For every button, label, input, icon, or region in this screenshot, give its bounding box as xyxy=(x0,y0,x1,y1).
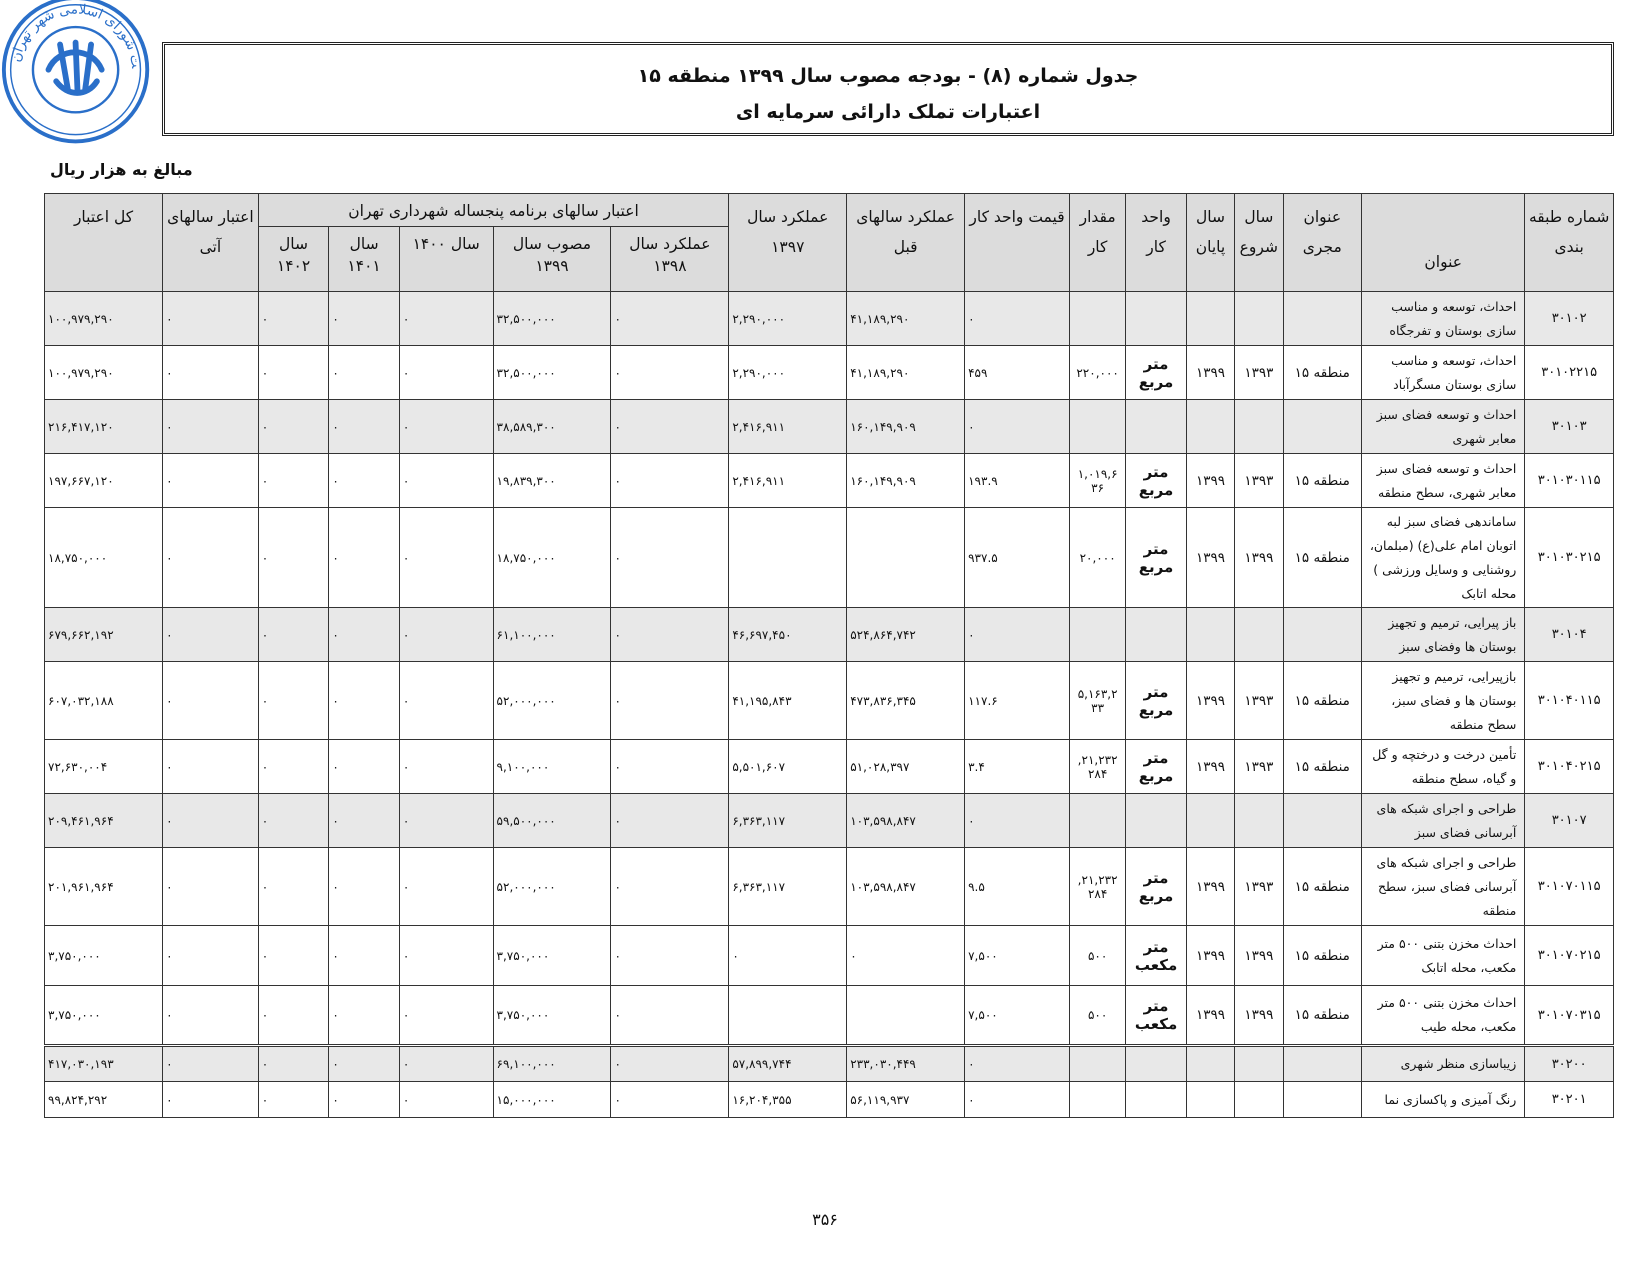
year-1400-cell: ۰ xyxy=(399,740,493,794)
agency-cell xyxy=(1283,1046,1362,1082)
performance-1397-cell xyxy=(729,508,847,608)
future-years-cell: ۰ xyxy=(163,608,259,662)
title-cell: طراحی و اجرای شبکه های آبرسانی فضای سبز xyxy=(1362,794,1525,848)
performance-1397-cell: ۲,۲۹۰,۰۰۰ xyxy=(729,292,847,346)
start-year-cell xyxy=(1235,1082,1283,1118)
work-unit-cell: متر مربع xyxy=(1126,508,1186,608)
future-years-cell: ۰ xyxy=(163,740,259,794)
work-unit-cell: متر مربع xyxy=(1126,740,1186,794)
agency-cell: منطقه ۱۵ xyxy=(1283,926,1362,986)
year-1401-cell: ۰ xyxy=(329,1046,400,1082)
performance-1398-cell: ۰ xyxy=(611,400,729,454)
table-row xyxy=(45,794,1614,848)
work-quantity-cell: ۵۰۰ xyxy=(1069,986,1125,1046)
year-1402-cell: ۰ xyxy=(258,608,329,662)
start-year-cell xyxy=(1235,1046,1283,1082)
table-row xyxy=(45,662,1614,740)
work-quantity-cell: ۲۱,۲۳۲, ۲۸۴ xyxy=(1069,848,1125,926)
future-years-cell: ۰ xyxy=(163,848,259,926)
year-1402-cell: ۰ xyxy=(258,1046,329,1082)
year-1401-cell: ۰ xyxy=(329,508,400,608)
future-years-cell: ۰ xyxy=(163,662,259,740)
agency-cell xyxy=(1283,608,1362,662)
unit-price-cell: ۹۳۷.۵ xyxy=(965,508,1070,608)
start-year-cell: ۱۳۹۳ xyxy=(1235,346,1283,400)
work-quantity-cell xyxy=(1069,608,1125,662)
col-header-year-1400: سال ۱۴۰۰ xyxy=(399,227,493,292)
work-unit-cell xyxy=(1126,1082,1186,1118)
performance-1397-cell: ۲,۲۹۰,۰۰۰ xyxy=(729,346,847,400)
year-1401-cell: ۰ xyxy=(329,986,400,1046)
code-cell: ۳۰۱۰۲۲۱۵ xyxy=(1525,346,1614,400)
year-1400-cell: ۰ xyxy=(399,986,493,1046)
prior-performance-cell: ۱۰۳,۵۹۸,۸۴۷ xyxy=(847,794,965,848)
total-cell: ۶۷۹,۶۶۲,۱۹۲ xyxy=(45,608,163,662)
col-header-year-1402: سال ۱۴۰۲ xyxy=(258,227,329,292)
performance-1397-cell: ۲,۴۱۶,۹۱۱ xyxy=(729,454,847,508)
table-row xyxy=(45,926,1614,986)
performance-1398-cell: ۰ xyxy=(611,1082,729,1118)
table-row xyxy=(45,346,1614,400)
title-cell: احداث و توسعه فضای سبز معابر شهری xyxy=(1362,400,1525,454)
year-1400-cell: ۰ xyxy=(399,508,493,608)
work-quantity-cell: ۲۱,۲۳۲, ۲۸۴ xyxy=(1069,740,1125,794)
performance-1397-cell: ۴۶,۶۹۷,۴۵۰ xyxy=(729,608,847,662)
prior-performance-cell: ۰ xyxy=(847,926,965,986)
end-year-cell xyxy=(1186,400,1234,454)
future-years-cell: ۰ xyxy=(163,1046,259,1082)
end-year-cell xyxy=(1186,292,1234,346)
title-cell: احداث، توسعه و مناسب سازی بوستان مسگرآباد xyxy=(1362,346,1525,400)
prior-performance-cell xyxy=(847,986,965,1046)
unit-price-cell: ۱۱۷.۶ xyxy=(965,662,1070,740)
title-cell: باز پیرایی، ترمیم و تجهیز بوستان ها وفضای سبز xyxy=(1362,608,1525,662)
performance-1397-cell xyxy=(729,986,847,1046)
year-1401-cell: ۰ xyxy=(329,740,400,794)
end-year-cell: ۱۳۹۹ xyxy=(1186,662,1234,740)
end-year-cell: ۱۳۹۹ xyxy=(1186,848,1234,926)
prior-performance-cell: ۱۰۳,۵۹۸,۸۴۷ xyxy=(847,848,965,926)
work-unit-cell: متر مربع xyxy=(1126,662,1186,740)
year-1402-cell: ۰ xyxy=(258,400,329,454)
approved-1399-cell: ۶۹,۱۰۰,۰۰۰ xyxy=(493,1046,611,1082)
approved-1399-cell: ۶۱,۱۰۰,۰۰۰ xyxy=(493,608,611,662)
performance-1398-cell: ۰ xyxy=(611,1046,729,1082)
approved-1399-cell: ۱۵,۰۰۰,۰۰۰ xyxy=(493,1082,611,1118)
table-header-row xyxy=(45,194,1614,227)
approved-1399-cell: ۹,۱۰۰,۰۰۰ xyxy=(493,740,611,794)
code-cell: ۳۰۱۰۲ xyxy=(1525,292,1614,346)
approved-1399-cell: ۵۹,۵۰۰,۰۰۰ xyxy=(493,794,611,848)
work-quantity-cell xyxy=(1069,1046,1125,1082)
table-row xyxy=(45,1082,1614,1118)
prior-performance-cell: ۱۶۰,۱۴۹,۹۰۹ xyxy=(847,454,965,508)
start-year-cell: ۱۳۹۹ xyxy=(1235,926,1283,986)
future-years-cell: ۰ xyxy=(163,794,259,848)
future-years-cell: ۰ xyxy=(163,400,259,454)
prior-performance-cell: ۱۶۰,۱۴۹,۹۰۹ xyxy=(847,400,965,454)
approved-1399-cell: ۳,۷۵۰,۰۰۰ xyxy=(493,926,611,986)
table-row xyxy=(45,608,1614,662)
work-unit-cell: متر مربع xyxy=(1126,346,1186,400)
code-cell: ۳۰۱۰۷ xyxy=(1525,794,1614,848)
col-header-program-group: اعتبار سالهای برنامه پنجساله شهرداری تهران xyxy=(258,194,729,227)
table-row xyxy=(45,848,1614,926)
col-header-prior-performance: عملکرد سالهای قبل xyxy=(847,194,965,292)
prior-performance-cell: ۴۱,۱۸۹,۲۹۰ xyxy=(847,292,965,346)
agency-cell: منطقه ۱۵ xyxy=(1283,986,1362,1046)
performance-1397-cell: ۲,۴۱۶,۹۱۱ xyxy=(729,400,847,454)
table-row xyxy=(45,1046,1614,1082)
col-header-approved-1399: مصوب سال ۱۳۹۹ xyxy=(493,227,611,292)
col-header-agency: عنوان مجری xyxy=(1283,194,1362,292)
approved-1399-cell: ۱۹,۸۳۹,۳۰۰ xyxy=(493,454,611,508)
future-years-cell: ۰ xyxy=(163,508,259,608)
title-cell: احداث، توسعه و مناسب سازی بوستان و تفرجگاه xyxy=(1362,292,1525,346)
agency-cell xyxy=(1283,292,1362,346)
currency-unit-label: مبالغ به هزار ریال xyxy=(50,160,193,179)
total-cell: ۶۰۷,۰۳۲,۱۸۸ xyxy=(45,662,163,740)
year-1401-cell: ۰ xyxy=(329,794,400,848)
start-year-cell xyxy=(1235,292,1283,346)
total-cell: ۲۱۶,۴۱۷,۱۲۰ xyxy=(45,400,163,454)
work-unit-cell xyxy=(1126,292,1186,346)
title-cell: ساماندهی فضای سبز لبه اتوبان امام علی(ع) (مبلمان، روشنایی و وسایل ورزشی ) محله اتابک xyxy=(1362,508,1525,608)
council-seal-logo xyxy=(0,0,155,163)
year-1402-cell: ۰ xyxy=(258,508,329,608)
performance-1397-cell: ۵۷,۸۹۹,۷۴۴ xyxy=(729,1046,847,1082)
work-quantity-cell: ۲۰,۰۰۰ xyxy=(1069,508,1125,608)
agency-cell xyxy=(1283,400,1362,454)
year-1402-cell: ۰ xyxy=(258,794,329,848)
unit-price-cell: ۹.۵ xyxy=(965,848,1070,926)
year-1400-cell: ۰ xyxy=(399,848,493,926)
title-cell: بازپیرایی، ترمیم و تجهیز بوستان ها و فضای سبز، سطح منطقه xyxy=(1362,662,1525,740)
title-cell: احداث و توسعه فضای سبز معابر شهری، سطح منطقه xyxy=(1362,454,1525,508)
col-header-end-year: سال پایان xyxy=(1186,194,1234,292)
agency-cell xyxy=(1283,1082,1362,1118)
total-cell: ۱۹۷,۶۶۷,۱۲۰ xyxy=(45,454,163,508)
unit-price-cell: ۰ xyxy=(965,292,1070,346)
approved-1399-cell: ۳,۷۵۰,۰۰۰ xyxy=(493,986,611,1046)
prior-performance-cell: ۵۶,۱۱۹,۹۳۷ xyxy=(847,1082,965,1118)
end-year-cell xyxy=(1186,1082,1234,1118)
start-year-cell: ۱۳۹۳ xyxy=(1235,454,1283,508)
title-cell: زیباسازی منظر شهری xyxy=(1362,1046,1525,1082)
year-1402-cell: ۰ xyxy=(258,454,329,508)
code-cell: ۳۰۱۰۴۰۱۱۵ xyxy=(1525,662,1614,740)
prior-performance-cell: ۴۷۳,۸۳۶,۳۴۵ xyxy=(847,662,965,740)
performance-1397-cell: ۶,۳۶۳,۱۱۷ xyxy=(729,848,847,926)
work-quantity-cell: ۵,۱۶۳,۲ ۳۳ xyxy=(1069,662,1125,740)
total-cell: ۱۰۰,۹۷۹,۲۹۰ xyxy=(45,346,163,400)
budget-table xyxy=(44,193,1614,1118)
total-cell: ۳,۷۵۰,۰۰۰ xyxy=(45,926,163,986)
code-cell: ۳۰۱۰۴ xyxy=(1525,608,1614,662)
work-quantity-cell xyxy=(1069,1082,1125,1118)
unit-price-cell: ۰ xyxy=(965,794,1070,848)
performance-1397-cell: ۱۶,۲۰۴,۳۵۵ xyxy=(729,1082,847,1118)
prior-performance-cell xyxy=(847,508,965,608)
table-row xyxy=(45,292,1614,346)
code-cell: ۳۰۲۰۰ xyxy=(1525,1046,1614,1082)
code-cell: ۳۰۲۰۱ xyxy=(1525,1082,1614,1118)
table-row xyxy=(45,508,1614,608)
unit-price-cell: ۰ xyxy=(965,1046,1070,1082)
unit-price-cell: ۰ xyxy=(965,400,1070,454)
year-1400-cell: ۰ xyxy=(399,292,493,346)
table-row xyxy=(45,454,1614,508)
work-unit-cell xyxy=(1126,1046,1186,1082)
code-cell: ۳۰۱۰۳۰۲۱۵ xyxy=(1525,508,1614,608)
work-unit-cell xyxy=(1126,608,1186,662)
title-cell: تأمین درخت و درختچه و گل و گیاه، سطح منطقه xyxy=(1362,740,1525,794)
year-1401-cell: ۰ xyxy=(329,608,400,662)
prior-performance-cell: ۵۲۴,۸۶۴,۷۴۲ xyxy=(847,608,965,662)
agency-cell: منطقه ۱۵ xyxy=(1283,508,1362,608)
unit-price-cell: ۷,۵۰۰ xyxy=(965,926,1070,986)
start-year-cell: ۱۳۹۳ xyxy=(1235,740,1283,794)
year-1402-cell: ۰ xyxy=(258,346,329,400)
year-1402-cell: ۰ xyxy=(258,1082,329,1118)
start-year-cell xyxy=(1235,608,1283,662)
year-1402-cell: ۰ xyxy=(258,662,329,740)
total-cell: ۱۸,۷۵۰,۰۰۰ xyxy=(45,508,163,608)
col-header-year-1401: سال ۱۴۰۱ xyxy=(329,227,400,292)
end-year-cell xyxy=(1186,794,1234,848)
page-title: جدول شماره (۸) - بودجه مصوب سال ۱۳۹۹ منطقه ۱۵ xyxy=(637,65,1139,87)
start-year-cell: ۱۳۹۹ xyxy=(1235,986,1283,1046)
work-quantity-cell: ۱,۰۱۹,۶ ۳۶ xyxy=(1069,454,1125,508)
code-cell: ۳۰۱۰۷۰۲۱۵ xyxy=(1525,926,1614,986)
code-cell: ۳۰۱۰۳ xyxy=(1525,400,1614,454)
start-year-cell: ۱۳۹۹ xyxy=(1235,508,1283,608)
year-1400-cell: ۰ xyxy=(399,454,493,508)
end-year-cell: ۱۳۹۹ xyxy=(1186,986,1234,1046)
code-cell: ۳۰۱۰۳۰۱۱۵ xyxy=(1525,454,1614,508)
year-1400-cell: ۰ xyxy=(399,346,493,400)
performance-1398-cell: ۰ xyxy=(611,986,729,1046)
approved-1399-cell: ۳۸,۵۸۹,۳۰۰ xyxy=(493,400,611,454)
start-year-cell xyxy=(1235,400,1283,454)
year-1401-cell: ۰ xyxy=(329,292,400,346)
agency-cell: منطقه ۱۵ xyxy=(1283,662,1362,740)
table-row xyxy=(45,400,1614,454)
performance-1398-cell: ۰ xyxy=(611,454,729,508)
unit-price-cell: ۰ xyxy=(965,608,1070,662)
page-subtitle: اعتبارات تملک دارائی سرمایه ای xyxy=(735,101,1041,123)
performance-1397-cell: ۴۱,۱۹۵,۸۴۳ xyxy=(729,662,847,740)
approved-1399-cell: ۵۲,۰۰۰,۰۰۰ xyxy=(493,662,611,740)
end-year-cell: ۱۳۹۹ xyxy=(1186,454,1234,508)
future-years-cell: ۰ xyxy=(163,454,259,508)
year-1402-cell: ۰ xyxy=(258,292,329,346)
year-1402-cell: ۰ xyxy=(258,986,329,1046)
end-year-cell: ۱۳۹۹ xyxy=(1186,926,1234,986)
work-unit-cell: متر مکعب xyxy=(1126,986,1186,1046)
work-unit-cell xyxy=(1126,400,1186,454)
end-year-cell: ۱۳۹۹ xyxy=(1186,508,1234,608)
total-cell: ۲۰۹,۴۶۱,۹۶۴ xyxy=(45,794,163,848)
year-1401-cell: ۰ xyxy=(329,346,400,400)
prior-performance-cell: ۴۱,۱۸۹,۲۹۰ xyxy=(847,346,965,400)
title-cell: طراحی و اجرای شبکه های آبرسانی فضای سبز، سطح منطقه xyxy=(1362,848,1525,926)
performance-1397-cell: ۵,۵۰۱,۶۰۷ xyxy=(729,740,847,794)
prior-performance-cell: ۵۱,۰۲۸,۳۹۷ xyxy=(847,740,965,794)
title-cell: احداث مخزن بتنی ۵۰۰ متر مکعب، محله اتابک xyxy=(1362,926,1525,986)
unit-price-cell: ۴۵۹ xyxy=(965,346,1070,400)
agency-cell xyxy=(1283,794,1362,848)
future-years-cell: ۰ xyxy=(163,1082,259,1118)
year-1401-cell: ۰ xyxy=(329,454,400,508)
future-years-cell: ۰ xyxy=(163,346,259,400)
year-1400-cell: ۰ xyxy=(399,1046,493,1082)
year-1401-cell: ۰ xyxy=(329,662,400,740)
performance-1398-cell: ۰ xyxy=(611,926,729,986)
performance-1398-cell: ۰ xyxy=(611,292,729,346)
performance-1397-cell: ۰ xyxy=(729,926,847,986)
unit-price-cell: ۷,۵۰۰ xyxy=(965,986,1070,1046)
work-unit-cell: متر مربع xyxy=(1126,848,1186,926)
year-1401-cell: ۰ xyxy=(329,1082,400,1118)
svg-text:معاونت شورای اسلامی شهر تهران: ت شورای اسلامی شهر تهران xyxy=(7,1,145,70)
performance-1398-cell: ۰ xyxy=(611,662,729,740)
performance-1397-cell: ۶,۳۶۳,۱۱۷ xyxy=(729,794,847,848)
year-1401-cell: ۰ xyxy=(329,400,400,454)
prior-performance-cell: ۲۳۳,۰۳۰,۴۴۹ xyxy=(847,1046,965,1082)
total-cell: ۱۰۰,۹۷۹,۲۹۰ xyxy=(45,292,163,346)
unit-price-cell: ۱۹۳.۹ xyxy=(965,454,1070,508)
agency-cell: منطقه ۱۵ xyxy=(1283,454,1362,508)
agency-cell: منطقه ۱۵ xyxy=(1283,740,1362,794)
future-years-cell: ۰ xyxy=(163,926,259,986)
end-year-cell xyxy=(1186,1046,1234,1082)
total-cell: ۳,۷۵۰,۰۰۰ xyxy=(45,986,163,1046)
year-1400-cell: ۰ xyxy=(399,608,493,662)
future-years-cell: ۰ xyxy=(163,986,259,1046)
total-cell: ۹۹,۸۲۴,۲۹۲ xyxy=(45,1082,163,1118)
future-years-cell: ۰ xyxy=(163,292,259,346)
total-cell: ۴۱۷,۰۳۰,۱۹۳ xyxy=(45,1046,163,1082)
performance-1398-cell: ۰ xyxy=(611,794,729,848)
performance-1398-cell: ۰ xyxy=(611,346,729,400)
code-cell: ۳۰۱۰۷۰۳۱۵ xyxy=(1525,986,1614,1046)
col-header-total: کل اعتبار xyxy=(45,194,163,292)
year-1400-cell: ۰ xyxy=(399,794,493,848)
work-unit-cell xyxy=(1126,794,1186,848)
year-1401-cell: ۰ xyxy=(329,848,400,926)
performance-1398-cell: ۰ xyxy=(611,848,729,926)
year-1400-cell: ۰ xyxy=(399,926,493,986)
end-year-cell: ۱۳۹۹ xyxy=(1186,346,1234,400)
total-cell: ۷۲,۶۳۰,۰۰۴ xyxy=(45,740,163,794)
work-quantity-cell: ۲۲۰,۰۰۰ xyxy=(1069,346,1125,400)
col-header-title: عنوان xyxy=(1362,194,1525,292)
year-1400-cell: ۰ xyxy=(399,662,493,740)
work-unit-cell: متر مکعب xyxy=(1126,926,1186,986)
page-number: ۳۵۶ xyxy=(812,1210,838,1229)
col-header-future-years: اعتبار سالهای آتی xyxy=(163,194,259,292)
code-cell: ۳۰۱۰۷۰۱۱۵ xyxy=(1525,848,1614,926)
agency-cell: منطقه ۱۵ xyxy=(1283,848,1362,926)
year-1402-cell: ۰ xyxy=(258,740,329,794)
approved-1399-cell: ۱۸,۷۵۰,۰۰۰ xyxy=(493,508,611,608)
approved-1399-cell: ۳۲,۵۰۰,۰۰۰ xyxy=(493,346,611,400)
work-quantity-cell: ۵۰۰ xyxy=(1069,926,1125,986)
title-cell: رنگ آمیزی و پاکسازی نما xyxy=(1362,1082,1525,1118)
col-header-code: شماره طبقه بندی xyxy=(1525,194,1614,292)
work-quantity-cell xyxy=(1069,292,1125,346)
work-quantity-cell xyxy=(1069,400,1125,454)
year-1400-cell: ۰ xyxy=(399,400,493,454)
unit-price-cell: ۰ xyxy=(965,1082,1070,1118)
code-cell: ۳۰۱۰۴۰۲۱۵ xyxy=(1525,740,1614,794)
approved-1399-cell: ۵۲,۰۰۰,۰۰۰ xyxy=(493,848,611,926)
year-1400-cell: ۰ xyxy=(399,1082,493,1118)
performance-1398-cell: ۰ xyxy=(611,608,729,662)
title-cell: احداث مخزن بتنی ۵۰۰ متر مکعب، محله طیب xyxy=(1362,986,1525,1046)
col-header-start-year: سال شروع xyxy=(1235,194,1283,292)
col-header-work-unit: واحد کار xyxy=(1126,194,1186,292)
col-header-performance-1397: عملکرد سال ۱۳۹۷ xyxy=(729,194,847,292)
col-header-work-quantity: مقدار کار xyxy=(1069,194,1125,292)
start-year-cell: ۱۳۹۳ xyxy=(1235,848,1283,926)
agency-cell: منطقه ۱۵ xyxy=(1283,346,1362,400)
year-1402-cell: ۰ xyxy=(258,926,329,986)
work-unit-cell: متر مربع xyxy=(1126,454,1186,508)
start-year-cell: ۱۳۹۳ xyxy=(1235,662,1283,740)
unit-price-cell: ۳.۴ xyxy=(965,740,1070,794)
end-year-cell: ۱۳۹۹ xyxy=(1186,740,1234,794)
col-header-performance-1398: عملکرد سال ۱۳۹۸ xyxy=(611,227,729,292)
performance-1398-cell: ۰ xyxy=(611,740,729,794)
total-cell: ۲۰۱,۹۶۱,۹۶۴ xyxy=(45,848,163,926)
work-quantity-cell xyxy=(1069,794,1125,848)
title-box xyxy=(162,42,1614,136)
table-row xyxy=(45,740,1614,794)
table-row xyxy=(45,986,1614,1046)
year-1401-cell: ۰ xyxy=(329,926,400,986)
end-year-cell xyxy=(1186,608,1234,662)
performance-1398-cell: ۰ xyxy=(611,508,729,608)
start-year-cell xyxy=(1235,794,1283,848)
year-1402-cell: ۰ xyxy=(258,848,329,926)
col-header-unit-price: قیمت واحد کار xyxy=(965,194,1070,292)
approved-1399-cell: ۳۲,۵۰۰,۰۰۰ xyxy=(493,292,611,346)
